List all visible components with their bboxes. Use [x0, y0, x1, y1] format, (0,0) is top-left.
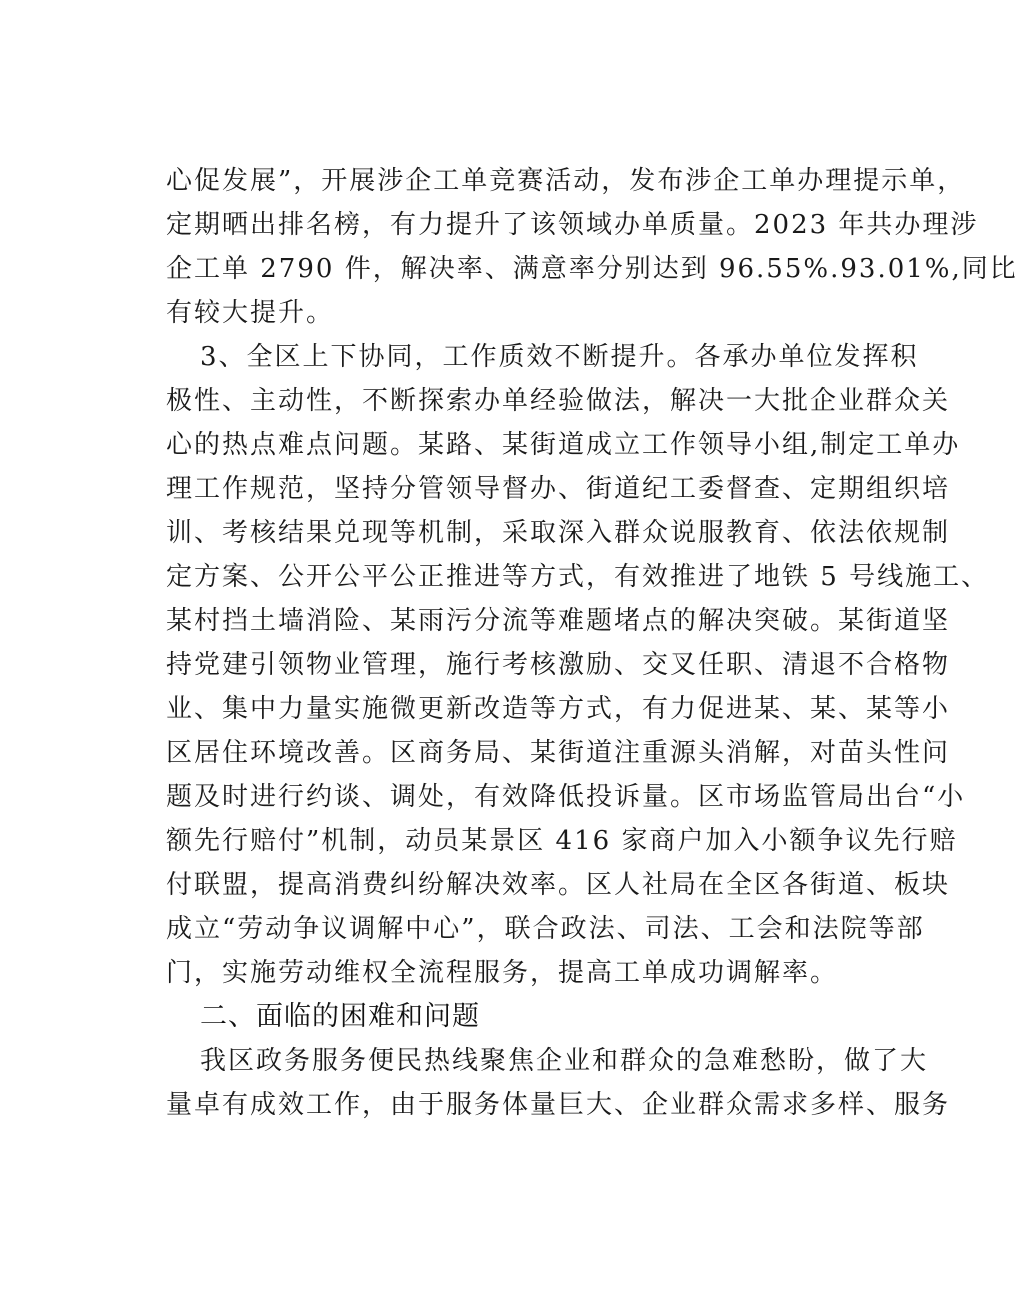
- body-text-line: 心促发展”，开展涉企工单竞赛活动，发布涉企工单办理提示单，: [166, 166, 966, 196]
- body-text-line: 题及时进行约谈、调处，有效降低投诉量。区市场监管局出台“小: [166, 782, 966, 812]
- body-text-line: 极性、主动性，不断探索办单经验做法，解决一大批企业群众关: [166, 386, 951, 416]
- body-text-line: 额先行赔付”机制，动员某景区 416 家商户加入小额争议先行赔: [166, 826, 958, 856]
- paragraph-first-line: 3、全区上下协同，工作质效不断提升。各承办单位发挥积: [200, 342, 919, 372]
- body-text-line: 定期晒出排名榜，有力提升了该领域办单质量。2023 年共办理涉: [166, 210, 979, 240]
- body-text-line: 训、考核结果兑现等机制，采取深入群众说服教育、依法依规制: [166, 518, 951, 548]
- paragraph-first-line: 我区政务服务便民热线聚焦企业和群众的急难愁盼，做了大: [200, 1046, 929, 1076]
- body-text-line: 心的热点难点问题。某路、某街道成立工作领导小组,制定工单办: [166, 430, 961, 460]
- body-text-line: 定方案、公开公平公正推进等方式，有效推进了地铁 5 号线施工、: [166, 562, 990, 592]
- body-text-line: 企工单 2790 件，解决率、满意率分别达到 96.55%.93.01%,同比: [166, 254, 1018, 284]
- body-text-line: 门，实施劳动维权全流程服务，提高工单成功调解率。: [166, 958, 839, 988]
- section-heading: 二、面临的困难和问题: [200, 1001, 480, 1032]
- body-text-line: 理工作规范，坚持分管领导督办、街道纪工委督查、定期组织培: [166, 474, 951, 504]
- body-text-line: 业、集中力量实施微更新改造等方式，有力促进某、某、某等小: [166, 694, 951, 724]
- body-text-line: 量卓有成效工作，由于服务体量巨大、企业群众需求多样、服务: [166, 1090, 951, 1120]
- body-text-line: 某村挡土墙消险、某雨污分流等难题堵点的解决突破。某街道坚: [166, 606, 951, 636]
- body-text-line: 付联盟，提高消费纠纷解决效率。区人社局在全区各街道、板块: [166, 870, 951, 900]
- body-text-line: 持党建引领物业管理，施行考核激励、交叉任职、清退不合格物: [166, 650, 951, 680]
- body-text-line: 区居住环境改善。区商务局、某街道注重源头消解，对苗头性问: [166, 738, 951, 768]
- body-text-line: 有较大提升。: [166, 298, 335, 328]
- body-text-line: 成立“劳动争议调解中心”，联合政法、司法、工会和法院等部: [166, 914, 925, 944]
